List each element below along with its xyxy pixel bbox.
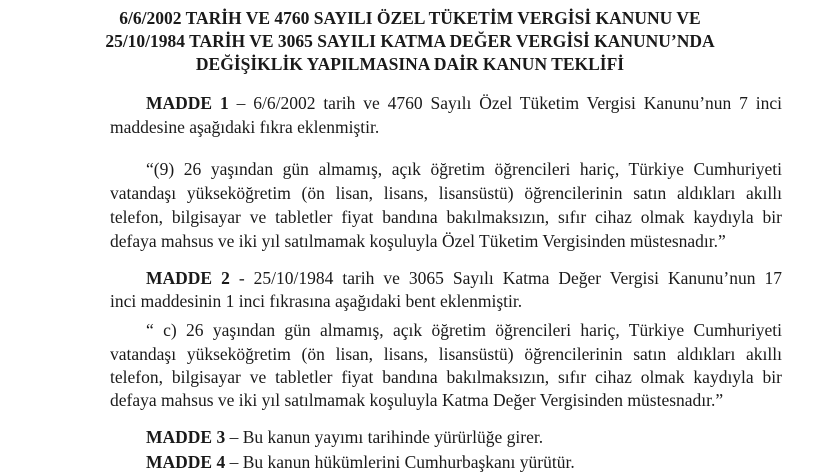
madde-1-text: – 6/6/2002 tarih ve 4760 Sayılı Özel Tüketim Vergisi Kanunu’nun 7 inci: [228, 93, 783, 113]
quote-2-line-1: “ c) 26 yaşından gün almamış, açık öğretim öğrencileri hariç, Türkiye Cumhuriyeti: [146, 320, 782, 340]
title-line-1: 6/6/2002 TARİH VE 4760 SAYILI ÖZEL TÜKETİM VERGİSİ KANUNU VE: [119, 8, 701, 28]
madde-2-line-1: [146, 268, 782, 289]
quote-1-line-1: “(9) 26 yaşından gün almamış, açık öğretim öğrencileri hariç, Türkiye Cumhuriyeti: [146, 159, 782, 179]
madde-1-line-2: maddesine aşağıdaki fıkra eklenmiştir.: [110, 117, 380, 137]
madde-1-label: MADDE 1: [146, 93, 229, 113]
madde-3: [146, 427, 782, 448]
madde-2-label: MADDE 2: [146, 268, 230, 288]
quote-2-line-2: vatandaşı yükseköğretim (ön lisan, lisans, lisansüstü) öğrencilerinin satın aldıkları akıllı: [110, 344, 782, 364]
madde-2-text: - 25/10/1984 tarih ve 3065 Sayılı Katma Değer Vergisi Kanunu’nun 17: [229, 268, 782, 288]
quote-1-line-3: telefon, bilgisayar ve tabletler fiyat bandına bakılmaksızın, sıfır cihaz olmak kaydıyla bir: [110, 207, 782, 227]
quote-1-line-4: defaya mahsus ve iki yıl satılmamak koşuluyla Özel Tüketim Vergisinden müstesnadır.”: [110, 231, 726, 251]
madde-4: [146, 452, 782, 473]
madde-4-label: MADDE 4: [146, 452, 226, 472]
madde-3-label: MADDE 3: [146, 427, 226, 447]
quote-2-line-4: defaya mahsus ve iki yıl satılmamak koşuluyla Katma Değer Vergisinden müstesnadır.”: [110, 390, 724, 410]
title-line-2: 25/10/1984 TARİH VE 3065 SAYILI KATMA DEĞER VERGİSİ KANUNU’NDA: [105, 31, 715, 51]
quote-2-line-3: telefon, bilgisayar ve tabletler fiyat bandına bakılmaksızın, sıfır cihaz olmak kaydıyla bir: [110, 367, 782, 387]
madde-1-line-1: [146, 93, 782, 114]
madde-4-text: – Bu kanun hükümlerini Cumhurbaşkanı yürütür.: [225, 452, 575, 472]
title-line-3: DEĞİŞİKLİK YAPILMASINA DAİR KANUN TEKLİFİ: [195, 54, 625, 74]
madde-2-line-2: inci maddesinin 1 inci fıkrasına aşağıdaki bent eklenmiştir.: [110, 291, 523, 311]
quote-1-line-2: vatandaşı yükseköğretim (ön lisan, lisans, lisansüstü) öğrencilerinin satın aldıkları akıllı: [110, 183, 782, 203]
madde-3-text: – Bu kanun yayımı tarihinde yürürlüğe girer.: [225, 427, 544, 447]
